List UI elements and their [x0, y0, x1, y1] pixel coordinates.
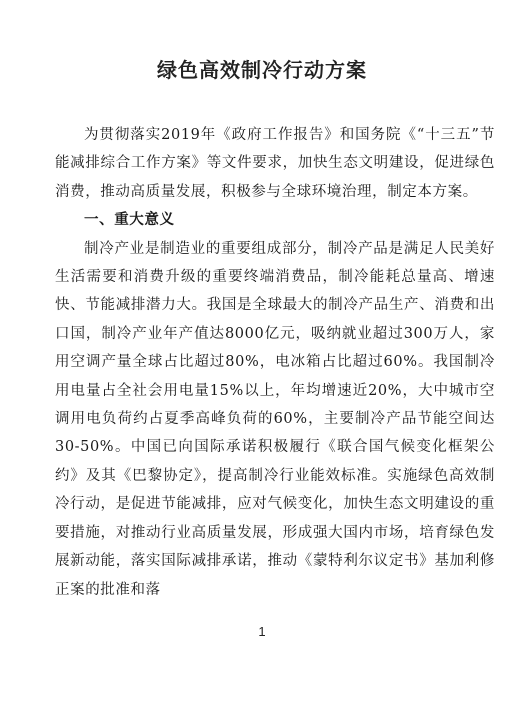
- intro-paragraph: 为贯彻落实2019年《政府工作报告》和国务院《“十三五”节能减排综合工作方案》等文件要求，加快生态文明建设，促进绿色消费，推动高质量发展，积极参与全球环境治理，制定本方案。: [55, 127, 495, 200]
- page-number: 1: [258, 624, 266, 639]
- document-body: [55, 121, 495, 604]
- section-paragraph: 制冷产业是制造业的重要组成部分，制冷产品是满足人民美好生活需要和消费升级的重要终端消费品，制冷能耗总量高、增速快、节能减排潜力大。我国是全球最大的制冷产品生产、消费和出口国，制冷产业年产值达8000亿元，吸纳就业超过300万人，家用空调产量全球占比超过80%，电冰箱占比超过60%。我国制冷用电量占全社会用电量15%以上，年均增速近20%，大中城市空调用电负荷约占夏季高峰负荷的60%，主要制冷产品节能空间达30-50%。中国已向国际承诺积极履行《联合国气候变化框架公约》及其《巴黎协定》，提高制冷行业能效标准。实施绿色高效制冷行动，是促进节能减排，应对气候变化，加快生态文明建设的重要措施，对推动行业高质量发展，形成强大国内市场，培育绿色发展新动能，落实国际减排承诺，推动《蒙特利尔议定书》基加利修正案的批准和落: [55, 240, 495, 598]
- section-heading: 一、重大意义: [84, 212, 175, 229]
- document-title: 绿色高效制冷行动方案: [157, 58, 367, 82]
